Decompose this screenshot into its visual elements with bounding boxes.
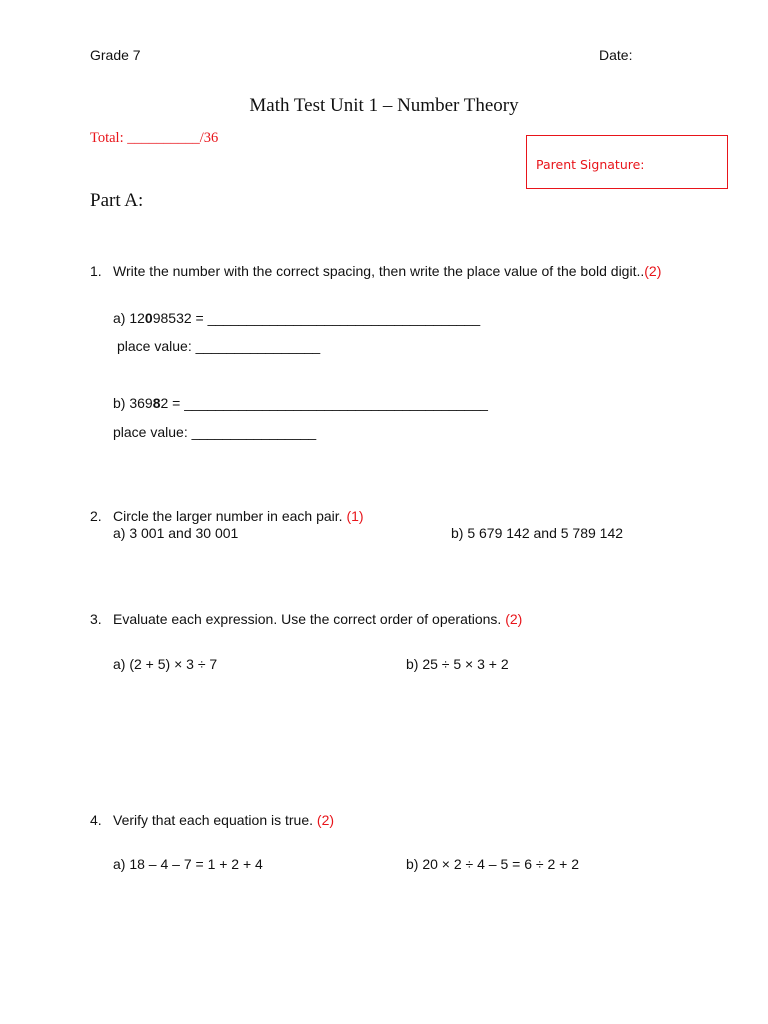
- question-3-number: 3.: [90, 611, 102, 627]
- question-1b-label: b): [113, 395, 126, 411]
- question-1-marks: (2): [644, 263, 662, 279]
- question-1b-place-value: place value: ________________: [113, 424, 317, 440]
- question-2-number: 2.: [90, 508, 102, 524]
- question-4-marks: (2): [316, 812, 335, 828]
- question-3a: a) (2 + 5) × 3 ÷ 7: [113, 656, 218, 672]
- total-blank: __________: [127, 130, 200, 146]
- bold-digit: 0: [144, 310, 153, 326]
- question-1a: [113, 310, 480, 326]
- date-label: Date:: [599, 47, 633, 63]
- question-1a-answer-blank: ___________________________________: [207, 310, 481, 326]
- question-4-prompt: Verify that each equation is true.: [113, 812, 314, 828]
- question-2: [90, 508, 364, 524]
- question-3: [90, 611, 523, 627]
- question-1a-number: 12098532 =: [129, 310, 204, 326]
- parent-signature-box: [526, 135, 728, 189]
- bold-digit: 8: [152, 395, 161, 411]
- question-1a-place-value: place value: ________________: [117, 338, 321, 354]
- question-1: [90, 263, 662, 279]
- question-3-marks: (2): [505, 611, 523, 627]
- total-denominator: /36: [199, 130, 219, 146]
- question-1a-label: a): [113, 310, 126, 326]
- question-1b-answer-blank: _______________________________________: [184, 395, 488, 411]
- question-2-prompt: Circle the larger number in each pair.: [113, 508, 343, 524]
- question-4-number: 4.: [90, 812, 102, 828]
- question-1b-number: 36982 =: [129, 395, 181, 411]
- question-4a: a) 18 – 4 – 7 = 1 + 2 + 4: [113, 856, 263, 872]
- question-1b: [113, 395, 488, 411]
- question-2-marks: (1): [346, 508, 364, 524]
- page-title: Math Test Unit 1 – Number Theory: [249, 95, 519, 116]
- question-1-prompt: Write the number with the correct spacing, then write the place value of the bold digit..: [113, 263, 645, 279]
- grade-label: Grade 7: [90, 47, 141, 63]
- question-4b: b) 20 × 2 ÷ 4 – 5 = 6 ÷ 2 + 2: [406, 856, 579, 872]
- question-3b: b) 25 ÷ 5 × 3 + 2: [406, 656, 509, 672]
- question-2a: a) 3 001 and 30 001: [113, 525, 239, 541]
- part-a-heading: Part A:: [90, 190, 144, 211]
- question-4: [90, 812, 335, 828]
- question-2b: b) 5 679 142 and 5 789 142: [451, 525, 624, 541]
- total-label: Total:: [90, 130, 124, 146]
- total-score: [90, 130, 218, 147]
- question-3-prompt: Evaluate each expression. Use the correct order of operations.: [113, 611, 502, 627]
- parent-signature-label: Parent Signature:: [536, 157, 645, 172]
- question-1-number: 1.: [90, 263, 102, 279]
